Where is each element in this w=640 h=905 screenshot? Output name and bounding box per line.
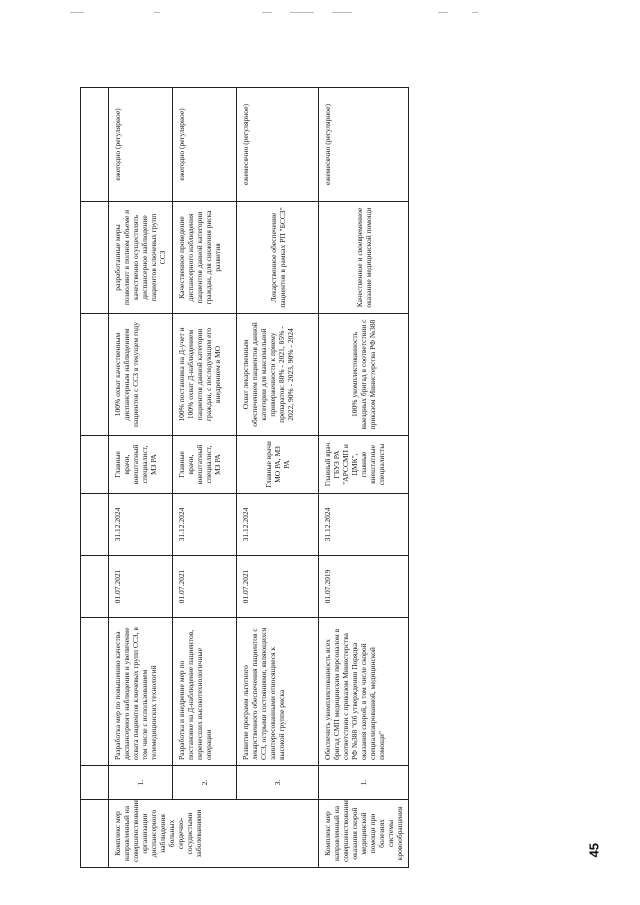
end-cell: 31.12.2024	[319, 494, 409, 556]
start-cell: 01.07.2021	[109, 556, 173, 618]
start-cell: 01.07.2021	[237, 556, 319, 618]
result-cell: Качественное проведение диспансерного наблюдения пациентов данной категории граждан, для снижения риска развития	[173, 202, 237, 314]
scan-marks	[0, 0, 640, 20]
responsible-cell: Главный врач ГБУЗ РА "АРССМП и ЦМК", главные внештатные специалисты	[319, 436, 409, 494]
activity-cell	[81, 618, 109, 766]
num-cell: 3.	[237, 766, 319, 800]
activity-cell: Разработка мер по повышению качества диспансерного наблюдения и увеличение охвата пациентов ключевых групп ССЗ, в том числе с использованием телемедицинских технологий	[109, 618, 173, 766]
end-cell: 31.12.2024	[173, 494, 237, 556]
start-cell: 01.07.2019	[319, 556, 409, 618]
num-cell: 2.	[173, 766, 237, 800]
activity-cell: Обеспечить укомплектованность всех бригад СМП медицинским персоналом в соответствии с приказом Министерства РФ №388 "Об утверждении Порядка оказания скорой, в том числе скорой специализированной, медицинской помощи"	[319, 618, 409, 766]
period-cell: ежемесячно (регулярное)	[237, 88, 319, 202]
indicator-cell: Охват лекарственным обеспечением пациентов данной категории для максимальной приверженности к приему препаратов: 80% - 2021, 85% - 2022, 90% - 2023, 90% - 2024	[237, 314, 319, 436]
table-row	[319, 88, 409, 868]
num-cell: 1.	[319, 766, 409, 800]
page-number-text: 45	[586, 843, 602, 858]
indicator-cell: 100% постановка на Д-учет и 100% охват Д-наблюдением пациентов данной категории граждан, с последующим его внедрением в МО	[173, 314, 237, 436]
responsible-cell	[81, 436, 109, 494]
page-number	[579, 835, 609, 858]
table-row	[237, 88, 319, 868]
num-cell	[81, 766, 109, 800]
table-row	[81, 88, 109, 868]
result-cell	[81, 202, 109, 314]
indicator-cell	[81, 314, 109, 436]
period-cell: ежемесячно (регулярное)	[319, 88, 409, 202]
group-cell: Комплекс мер направленный на совершенствование оказания скорой медицинской помощи при болезнях системы кровообращения	[319, 800, 409, 868]
start-cell	[81, 556, 109, 618]
activity-cell: Разработка и внедрение мер по постановке на Д-наблюдение пациентов, перенесших высокотехнологичные операции	[173, 618, 237, 766]
end-cell	[81, 494, 109, 556]
result-cell: Качественное и своевременное оказание медицинской помощи	[319, 202, 409, 314]
measures-table	[80, 87, 409, 868]
rotated-table-sheet	[80, 88, 404, 868]
responsible-cell: Главные врачи, внештатный специалист, МЗ РА	[109, 436, 173, 494]
end-cell: 31.12.2024	[237, 494, 319, 556]
group-cell	[81, 800, 109, 868]
responsible-cell: Главные врачи МО РА, МЗ РА	[237, 436, 319, 494]
num-cell: 1.	[109, 766, 173, 800]
result-cell: разработанные меры позволяют в полном объеме и качественно осуществлять диспансерное наблюдение пациентов ключевых групп ССЗ	[109, 202, 173, 314]
indicator-cell: 100% охват качественным диспансерным наблюдением пациентов с ССЗ в текущем году	[109, 314, 173, 436]
indicator-cell: 100% укомплектованность выездных бригад в соответствии с приказом Министерства РФ №388	[319, 314, 409, 436]
table-row	[173, 88, 237, 868]
period-cell: ежегодно (регулярное)	[109, 88, 173, 202]
period-cell	[81, 88, 109, 202]
result-cell: Лекарственное обеспечение пациентов в рамках РП "БССЗ"	[237, 202, 319, 314]
end-cell: 31.12.2024	[109, 494, 173, 556]
table-row	[109, 88, 173, 868]
start-cell: 01.07.2021	[173, 556, 237, 618]
period-cell: ежегодно (регулярное)	[173, 88, 237, 202]
responsible-cell: Главные врачи, внештатный специалист, МЗ РА	[173, 436, 237, 494]
activity-cell: Развитие программ льготного лекарственного обеспечения пациентов с ССЗ, острыми состояниями, являющихся заинтересованными относящиеся к высокой группе риска	[237, 618, 319, 766]
group-cell: Комплекс мер направленный на совершенствование организации диспансерного наблюдения больных сердечно-сосудистыми заболеваниями	[109, 800, 319, 868]
